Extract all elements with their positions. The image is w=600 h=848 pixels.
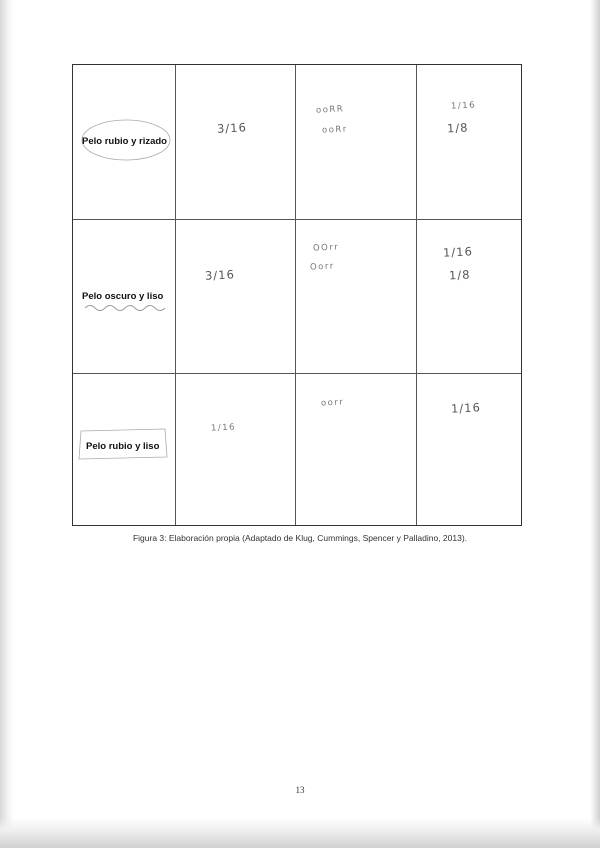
row-label: Pelo oscuro y liso — [82, 291, 164, 302]
column-divider — [295, 65, 296, 525]
handwritten-fraction: 3/16 — [216, 120, 248, 136]
handwritten-fraction: 1/16 — [442, 244, 474, 260]
handwritten-genotype: OOrr — [312, 242, 340, 254]
row-divider — [73, 373, 521, 374]
handwritten-fraction: 1/16 — [450, 400, 482, 416]
genetics-table — [72, 64, 522, 526]
handwritten-fraction: 1/16 — [450, 100, 477, 112]
handwritten-genotype: ooRR — [315, 104, 345, 116]
page-edge-shadow-right — [590, 0, 600, 848]
page-edge-shadow-left — [0, 0, 14, 848]
row-label: Pelo rubio y rizado — [82, 136, 167, 147]
handwritten-fraction: 1/16 — [210, 422, 237, 434]
row-label: Pelo rubio y liso — [86, 441, 160, 452]
row-divider — [73, 219, 521, 220]
handwritten-genotype: Oorr — [309, 261, 335, 273]
handwritten-genotype: ooRr — [321, 124, 349, 136]
column-divider — [175, 65, 176, 525]
column-divider — [416, 65, 417, 525]
hand-drawn-wavy-line — [85, 303, 165, 313]
handwritten-genotype: oorr — [320, 397, 345, 409]
handwritten-fraction: 3/16 — [204, 267, 236, 283]
handwritten-fraction: 1/8 — [446, 120, 469, 136]
page-edge-shadow-bottom — [0, 818, 600, 848]
figure-caption: Figura 3: Elaboración propia (Adaptado de Klug, Cummings, Spencer y Palladino, 2013). — [132, 533, 468, 543]
handwritten-fraction: 1/8 — [448, 267, 471, 283]
page-number: 13 — [295, 785, 305, 795]
